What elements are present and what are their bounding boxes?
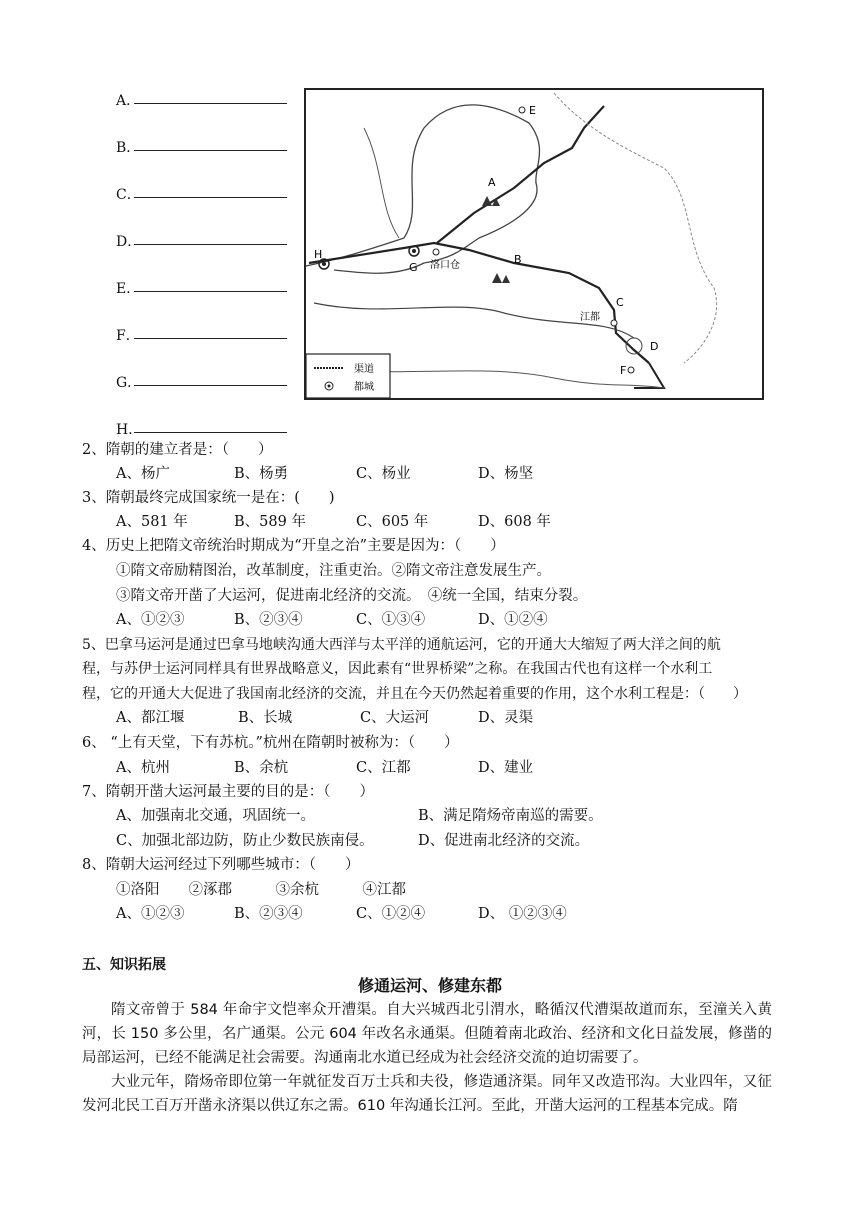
city-icon [628, 367, 634, 373]
legend-label: 渠道 [354, 364, 374, 375]
option[interactable]: C、①③④ [356, 612, 426, 628]
blank-label: F． [116, 328, 140, 344]
statement-line: ③隋文帝开凿了大运河，促进南北经济的交流。 ④统一全国，结束分裂。 [116, 588, 588, 604]
blank-line[interactable] [134, 150, 287, 151]
grand-canal-map [304, 88, 764, 400]
option[interactable]: A、加强南北交通，巩固统一。 [116, 808, 315, 824]
question-stem: 程，它的开通大大促进了我国南北经济的交流，并且在今天仍然起着重要的作用，这个水利工程是：（ ） [82, 686, 747, 702]
question-stem: 2、隋朝的建立者是：（ ） [82, 442, 273, 458]
blank-line[interactable] [134, 432, 287, 433]
option[interactable]: D、608 年 [478, 514, 551, 530]
option[interactable]: C、①②④ [356, 906, 426, 922]
statement-line: ①隋文帝励精图治，改革制度，注重吏治。②隋文帝注意发展生产。 [116, 563, 551, 579]
map-legend [306, 354, 390, 398]
option[interactable]: D、促进南北经济的交流。 [418, 833, 590, 849]
map-label: G [409, 261, 418, 274]
option[interactable]: A、都江堰 [116, 710, 185, 726]
city-icon [433, 249, 439, 255]
blank-line[interactable] [134, 197, 287, 198]
option[interactable]: B、杨勇 [234, 466, 289, 482]
question-stem: 6、 “上有天堂，下有苏杭。”杭州在隋朝时被称为：（ ） [82, 735, 459, 751]
option[interactable]: A、581 年 [116, 514, 188, 530]
blank-label: B． [116, 140, 141, 156]
map-label: F [620, 364, 627, 377]
city-icon [519, 107, 525, 113]
option[interactable]: B、满足隋炀帝南巡的需要。 [418, 808, 603, 824]
blank-label: H． [116, 422, 143, 438]
map-label: 江都 [580, 312, 600, 323]
blank-label: D． [116, 234, 142, 250]
option[interactable]: B、长城 [238, 710, 293, 726]
blank-line[interactable] [134, 385, 287, 386]
question-stem: 4、历史上把隋文帝统治时期成为“开皇之治”主要是因为：（ ） [82, 538, 505, 554]
blank-line[interactable] [134, 291, 287, 292]
blank-label: E． [116, 281, 141, 297]
map-label: B [514, 253, 522, 266]
blank-label: C． [116, 187, 141, 203]
option[interactable]: B、②③④ [234, 612, 303, 628]
blank-label: A． [116, 93, 141, 109]
option[interactable]: B、589 年 [234, 514, 306, 530]
option[interactable]: D、灵渠 [478, 710, 534, 726]
question-stem: 5、巴拿马运河是通过巴拿马地峡沟通大西洋与太平洋的通航运河，它的开通大大缩短了两大洋之间的航 [82, 637, 721, 653]
option[interactable]: D、杨坚 [478, 466, 534, 482]
blank-line[interactable] [134, 244, 287, 245]
option[interactable]: C、605 年 [356, 514, 429, 530]
option[interactable]: D、建业 [478, 760, 534, 776]
option[interactable]: C、大运河 [360, 710, 430, 726]
question-stem: 8、隋朝大运河经过下列哪些城市：（ ） [82, 857, 360, 873]
article-paragraph: 隋文帝曾于 584 年命宇文恺率众开漕渠。自大兴城西北引渭水，略循汉代漕渠故道而东，至潼关入黄河，长 150 多公里，名广通渠。公元 604 年改名永通渠。但随着南北政治、经济和文化日益发展，修凿的局部运河，已经不能满足社会需要。沟通南北水道已经成为社会经济交流的迫切需要了。 [82, 1002, 772, 1066]
option[interactable]: C、加强北部边防，防止少数民族南侵。 [116, 833, 374, 849]
option[interactable]: D、①②④ [478, 612, 548, 628]
map-label: E [529, 104, 536, 117]
option[interactable]: C、江都 [356, 760, 411, 776]
option[interactable]: A、杨广 [116, 466, 170, 482]
statement-line: ①洛阳 ②涿郡 ③余杭 ④江都 [116, 882, 406, 898]
section-heading: 五、知识拓展 [82, 957, 166, 973]
legend-label: 都城 [354, 382, 374, 393]
option[interactable]: A、杭州 [116, 760, 170, 776]
map-label: D [650, 340, 659, 353]
map-label: H [314, 248, 323, 261]
option[interactable]: A、①②③ [116, 906, 185, 922]
question-stem: 7、隋朝开凿大运河最主要的目的是：（ ） [82, 784, 374, 800]
map-label: A [488, 176, 496, 189]
option[interactable]: C、杨业 [356, 466, 411, 482]
question-stem: 程，与苏伊士运河同样具有世界战略意义，因此素有“世界桥梁”之称。在我国古代也有这样一个水利工 [82, 661, 713, 677]
option[interactable]: D、 ①②③④ [478, 906, 567, 922]
blank-line[interactable] [134, 338, 287, 339]
city-icon [611, 320, 617, 326]
map-label: 洛口仓 [430, 260, 460, 271]
map-label: C [616, 296, 624, 309]
question-stem: 3、隋朝最终完成国家统一是在：( ) [82, 490, 335, 506]
option[interactable]: B、余杭 [234, 760, 289, 776]
blank-line[interactable] [134, 103, 287, 104]
option[interactable]: A、①②③ [116, 612, 185, 628]
blank-label: G． [116, 375, 142, 391]
article-title: 修通运河、修建东都 [357, 976, 502, 995]
article-paragraph: 大业元年，隋炀帝即位第一年就征发百万士兵和夫役，修造通济渠。同年又改造邗沟。大业四年，又征发河北民工百万开凿永济渠以供辽东之需。610 年沟通长江河。至此，开凿大运河的工程基本完成。隋 [82, 1074, 772, 1114]
option[interactable]: B、②③④ [234, 906, 303, 922]
